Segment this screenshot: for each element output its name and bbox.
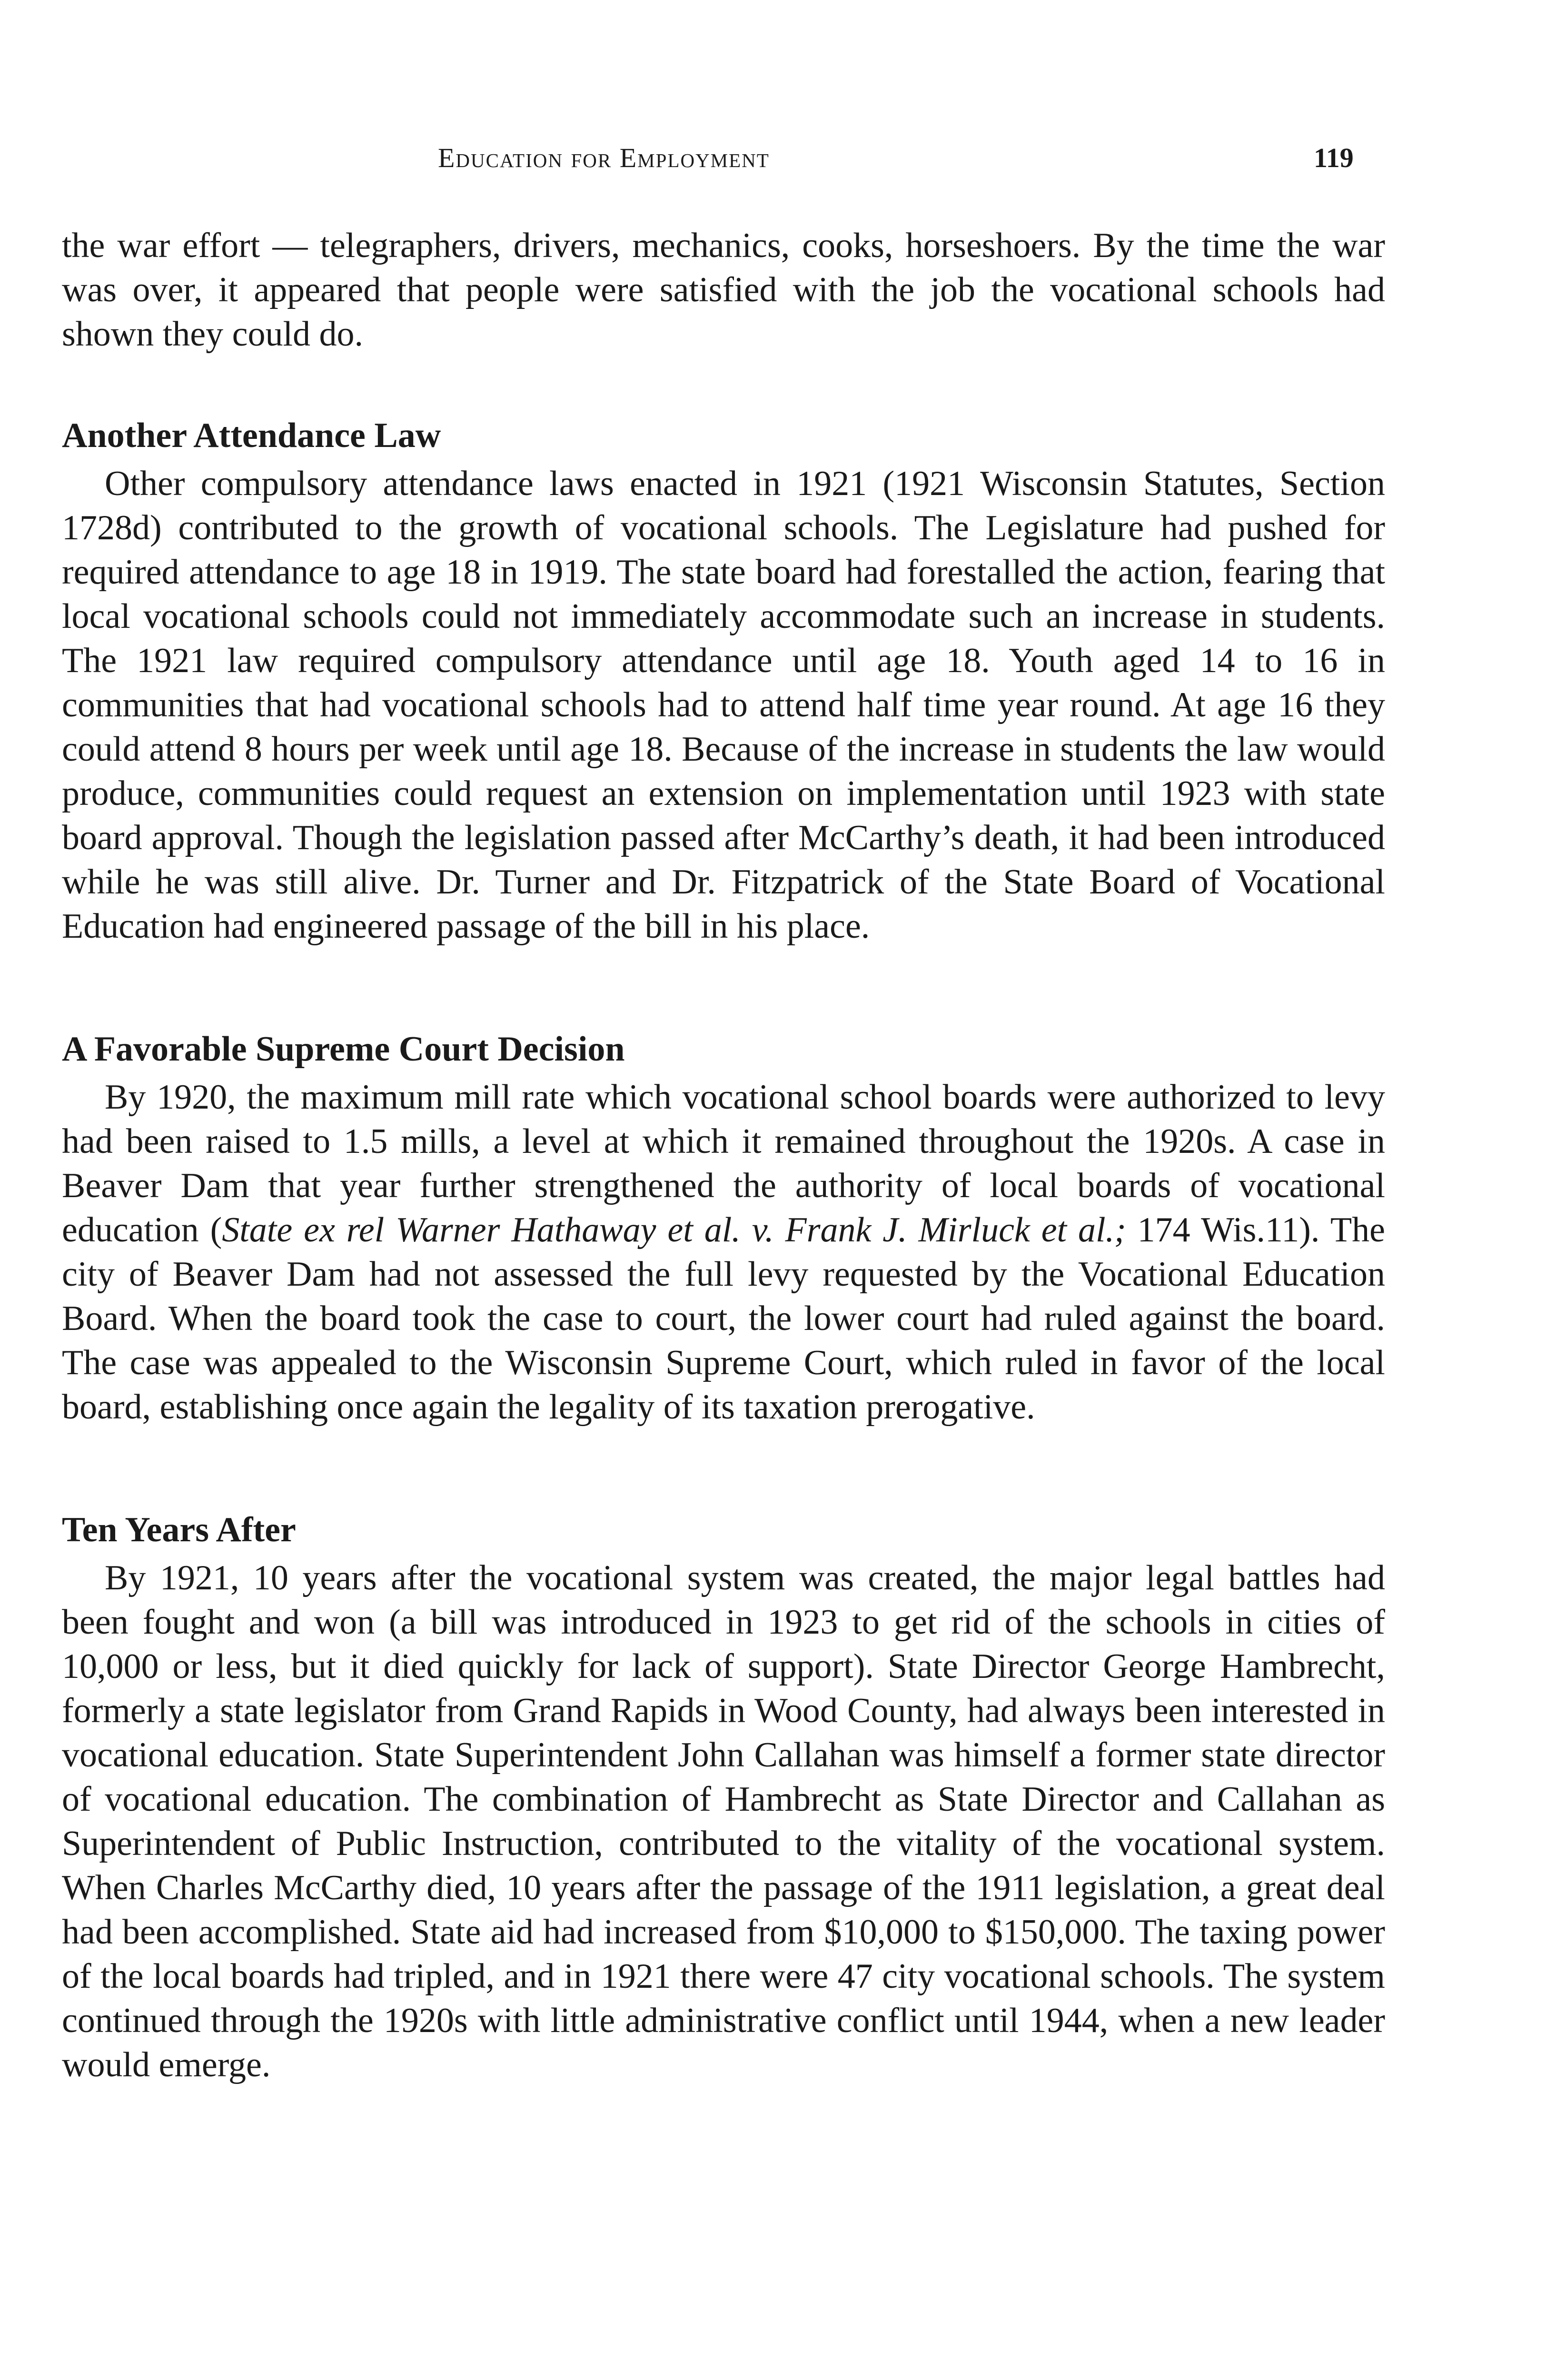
section-paragraph-attendance-law: Other compulsory attendance laws enacted in 1921 (1921 Wisconsin Statutes, Section 1728d) contributed to the growth of vocational schools. The Legislature had pushed for required attendance to age 18 in 1919. The state board had forestalled the action, fearing that local vocational schools could not immediately accommodate such an increase in students. The 1921 law required compulsory attendance until age 18. Youth aged 14 to 16 in communities that had vocational schools had to attend half time year round. At age 16 they could attend 8 hours per week until age 18. Because of the increase in students the law would produce, communities could request an extension on implementation until 1923 with state board approval. Though the legislation passed after McCarthy’s death, it had been introduced while he was still alive. Dr. Turner and Dr. Fitzpatrick of the State Board of Vocational Education had engineered passage of the bill in his place. [62, 464, 1385, 946]
section-paragraph-ten-years-after: By 1921, 10 years after the vocational system was created, the major legal battles had been fought and won (a bill was introduced in 1923 to get rid of the schools in cities of 10,000 or less, but it died quickly for lack of support). State Director George Hambrecht, formerly a state legislator from Grand Rapids in Wood County, had always been interested in vocational education. State Superintendent John Callahan was himself a former state director of vocational education. The combination of Hambrecht as State Director and Callahan as Superintendent of Public Instruction, contributed to the vitality of the vocational system. When Charles McCarthy died, 10 years after the passage of the 1911 legislation, a great deal had been accomplished. State aid had increased from $10,000 to $150,000. The taxing power of the local boards had tripled, and in 1921 there were 47 city vocational schools. The system continued through the 1920s with little administrative conflict until 1944, when a new leader would emerge. [62, 1558, 1385, 2084]
paragraph-text: 174 Wis.11). The city of Beaver Dam had not assessed the full levy requested by the Vocational Education Board. When the board took the case to court, the lower court had ruled against the board. The case was appealed to the Wisconsin Supreme Court, which ruled in favor of the local board, establishing once again the legality of its taxation prerogative. [62, 1210, 1386, 1427]
paragraph-text: By 1920, the maximum mill rate which vocational school boards were authorized to levy had been raised to 1.5 mills, a level at which it remained throughout the 1920s. A case in Beaver Dam that year further strengthened the authority of local boards of vocational education ( [62, 1078, 1385, 1250]
section-paragraph-supreme-court [62, 1075, 1385, 1429]
section-heading-ten-years-after: Ten Years After [62, 1510, 296, 1549]
page-body [62, 224, 1385, 2087]
running-title: Education for Employment [438, 142, 770, 173]
page-number: 119 [1314, 142, 1354, 173]
section-heading-supreme-court: A Favorable Supreme Court Decision [62, 1030, 625, 1069]
section-heading-attendance-law: Another Attendance Law [62, 416, 441, 455]
intro-paragraph: the war effort — telegraphers, drivers, mechanics, cooks, horseshoers. By the time the war was over, it appeared that people were satisfied with the job the vocational schools had shown they could do. [62, 226, 1385, 354]
case-citation: State ex rel Warner Hathaway et al. v. Frank J. Mirluck et al.; [222, 1210, 1126, 1250]
running-head [0, 139, 1546, 177]
